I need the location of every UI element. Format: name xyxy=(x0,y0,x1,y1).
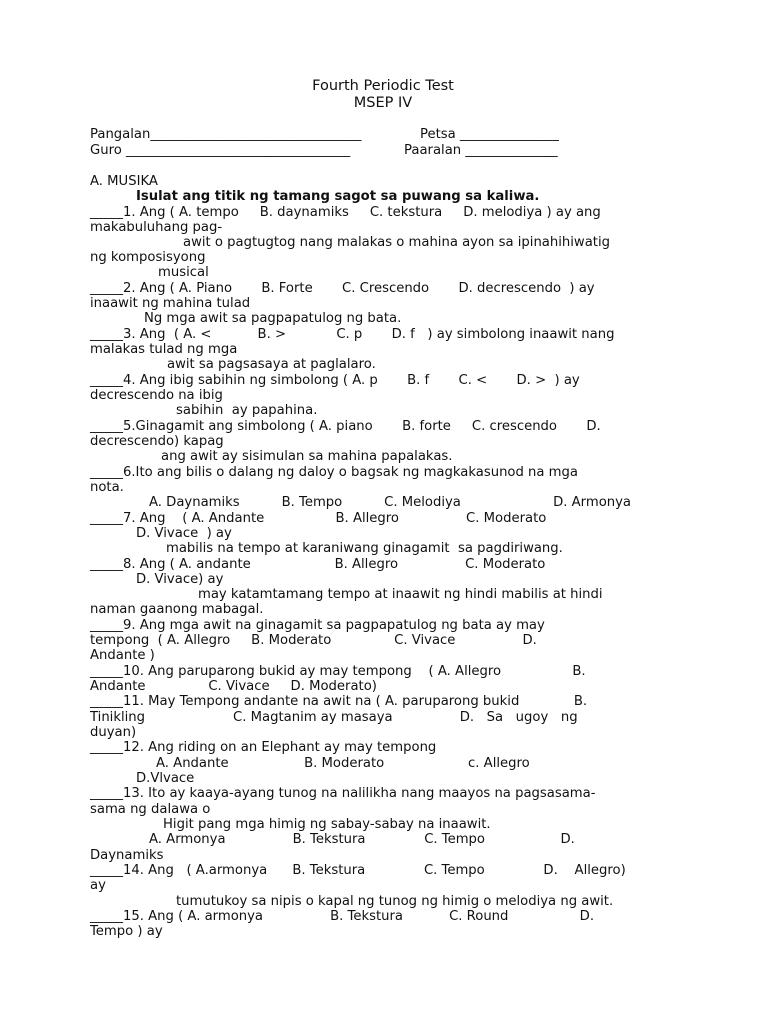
question-line: Andante ) xyxy=(90,648,155,663)
question-line: _____4. Ang ibig sabihin ng simbolong ( A. p B. f C. < D. > ) ay xyxy=(90,373,580,388)
question-line: tempong ( A. Allegro B. Moderato C. Vivace D. xyxy=(90,633,537,648)
question-line: awit o pagtugtog nang malakas o mahina ayon sa ipinahihiwatig xyxy=(183,235,611,250)
question-line: musical xyxy=(158,265,209,280)
question-line: _____10. Ang paruparong bukid ay may tempong ( A. Allegro B. xyxy=(90,664,586,679)
question-line: Ng mga awit sa pagpapatulog ng bata. xyxy=(144,311,402,326)
question-line: A. Daynamiks B. Tempo C. Melodiya D. Armonya xyxy=(149,495,632,510)
question-line: may katamtamang tempo at inaawit ng hindi mabilis at hindi xyxy=(198,587,603,602)
question-line: ay xyxy=(90,878,106,893)
teacher-field-line: Guro __________________________________ xyxy=(90,143,351,158)
question-line: decrescendo) kapag xyxy=(90,434,224,449)
section-instruction: Isulat ang titik ng tamang sagot sa puwang sa kaliwa. xyxy=(136,189,540,204)
question-line: D.Vlvace xyxy=(136,771,195,786)
question-line: decrescendo na ibig xyxy=(90,388,223,403)
page-title: Fourth Periodic Test xyxy=(312,78,454,94)
question-line: nota. xyxy=(90,480,124,495)
question-line: _____14. Ang ( A.armonya B. Tekstura C. Tempo D. Allegro) xyxy=(90,863,626,878)
date-field-line: Petsa _______________ xyxy=(420,127,559,142)
question-line: _____15. Ang ( A. armonya B. Tekstura C. Round D. xyxy=(90,909,595,924)
question-line: naman gaanong mabagal. xyxy=(90,602,264,617)
question-line: duyan) xyxy=(90,725,137,740)
section-heading: A. MUSIKA xyxy=(90,174,158,189)
question-line: _____5.Ginagamit ang simbolong ( A. piano B. forte C. crescendo D. xyxy=(90,419,601,434)
question-line: _____12. Ang riding on an Elephant ay may tempong xyxy=(90,740,437,755)
question-line: Andante C. Vivace D. Moderato) xyxy=(90,679,377,694)
question-line: mabilis na tempo at karaniwang ginagamit sa pagdiriwang. xyxy=(166,541,563,556)
question-line: _____8. Ang ( A. andante B. Allegro C. Moderato xyxy=(90,557,546,572)
question-line: awit sa pagsasaya at paglalaro. xyxy=(167,357,376,372)
question-line: _____6.Ito ang bilis o dalang ng daloy o bagsak ng magkakasunod na mga xyxy=(90,465,578,480)
question-line: D. Vivace) ay xyxy=(136,572,224,587)
question-line: _____2. Ang ( A. Piano B. Forte C. Crescendo D. decrescendo ) ay xyxy=(90,281,595,296)
question-line: ang awit ay sisimulan sa mahina papalakas. xyxy=(161,449,453,464)
question-line: _____11. May Tempong andante na awit na ( A. paruparong bukid B. xyxy=(90,694,588,709)
question-line: Tinikling C. Magtanim ay masaya D. Sa ugoy ng xyxy=(90,710,578,725)
test-page xyxy=(90,78,676,112)
question-line: _____1. Ang ( A. tempo B. daynamiks C. tekstura D. melodiya ) ay ang xyxy=(90,205,601,220)
question-line: sabihin ay papahina. xyxy=(176,403,318,418)
question-line: ng komposisyong xyxy=(90,250,206,265)
question-line: malakas tulad ng mga xyxy=(90,342,238,357)
question-line: _____7. Ang ( A. Andante B. Allegro C. Moderato xyxy=(90,511,547,526)
question-line: Tempo ) ay xyxy=(90,924,163,939)
name-field-line: Pangalan________________________________ xyxy=(90,127,362,142)
question-line: tumutukoy sa nipis o kapal ng tunog ng himig o melodiya ng awit. xyxy=(176,894,614,909)
question-line: A. Andante B. Moderato c. Allegro xyxy=(156,756,530,771)
question-line: Daynamiks xyxy=(90,848,164,863)
question-line: sama ng dalawa o xyxy=(90,802,211,817)
question-line: inaawit ng mahina tulad xyxy=(90,296,251,311)
question-line: A. Armonya B. Tekstura C. Tempo D. xyxy=(149,832,575,847)
question-line: _____9. Ang mga awit na ginagamit sa pagpapatulog ng bata ay may xyxy=(90,618,545,633)
page-subtitle: MSEP IV xyxy=(353,95,413,111)
question-line: _____3. Ang ( A. < B. > C. p D. f ) ay simbolong inaawit nang xyxy=(90,327,615,342)
school-field-line: Paaralan ______________ xyxy=(404,143,558,158)
question-line: Higit pang mga himig ng sabay-sabay na inaawit. xyxy=(163,817,491,832)
question-line: _____13. Ito ay kaaya-ayang tunog na nalilikha nang maayos na pagsasama- xyxy=(90,786,596,801)
question-line: makabuluhang pag- xyxy=(90,220,223,235)
question-line: D. Vivace ) ay xyxy=(136,526,232,541)
